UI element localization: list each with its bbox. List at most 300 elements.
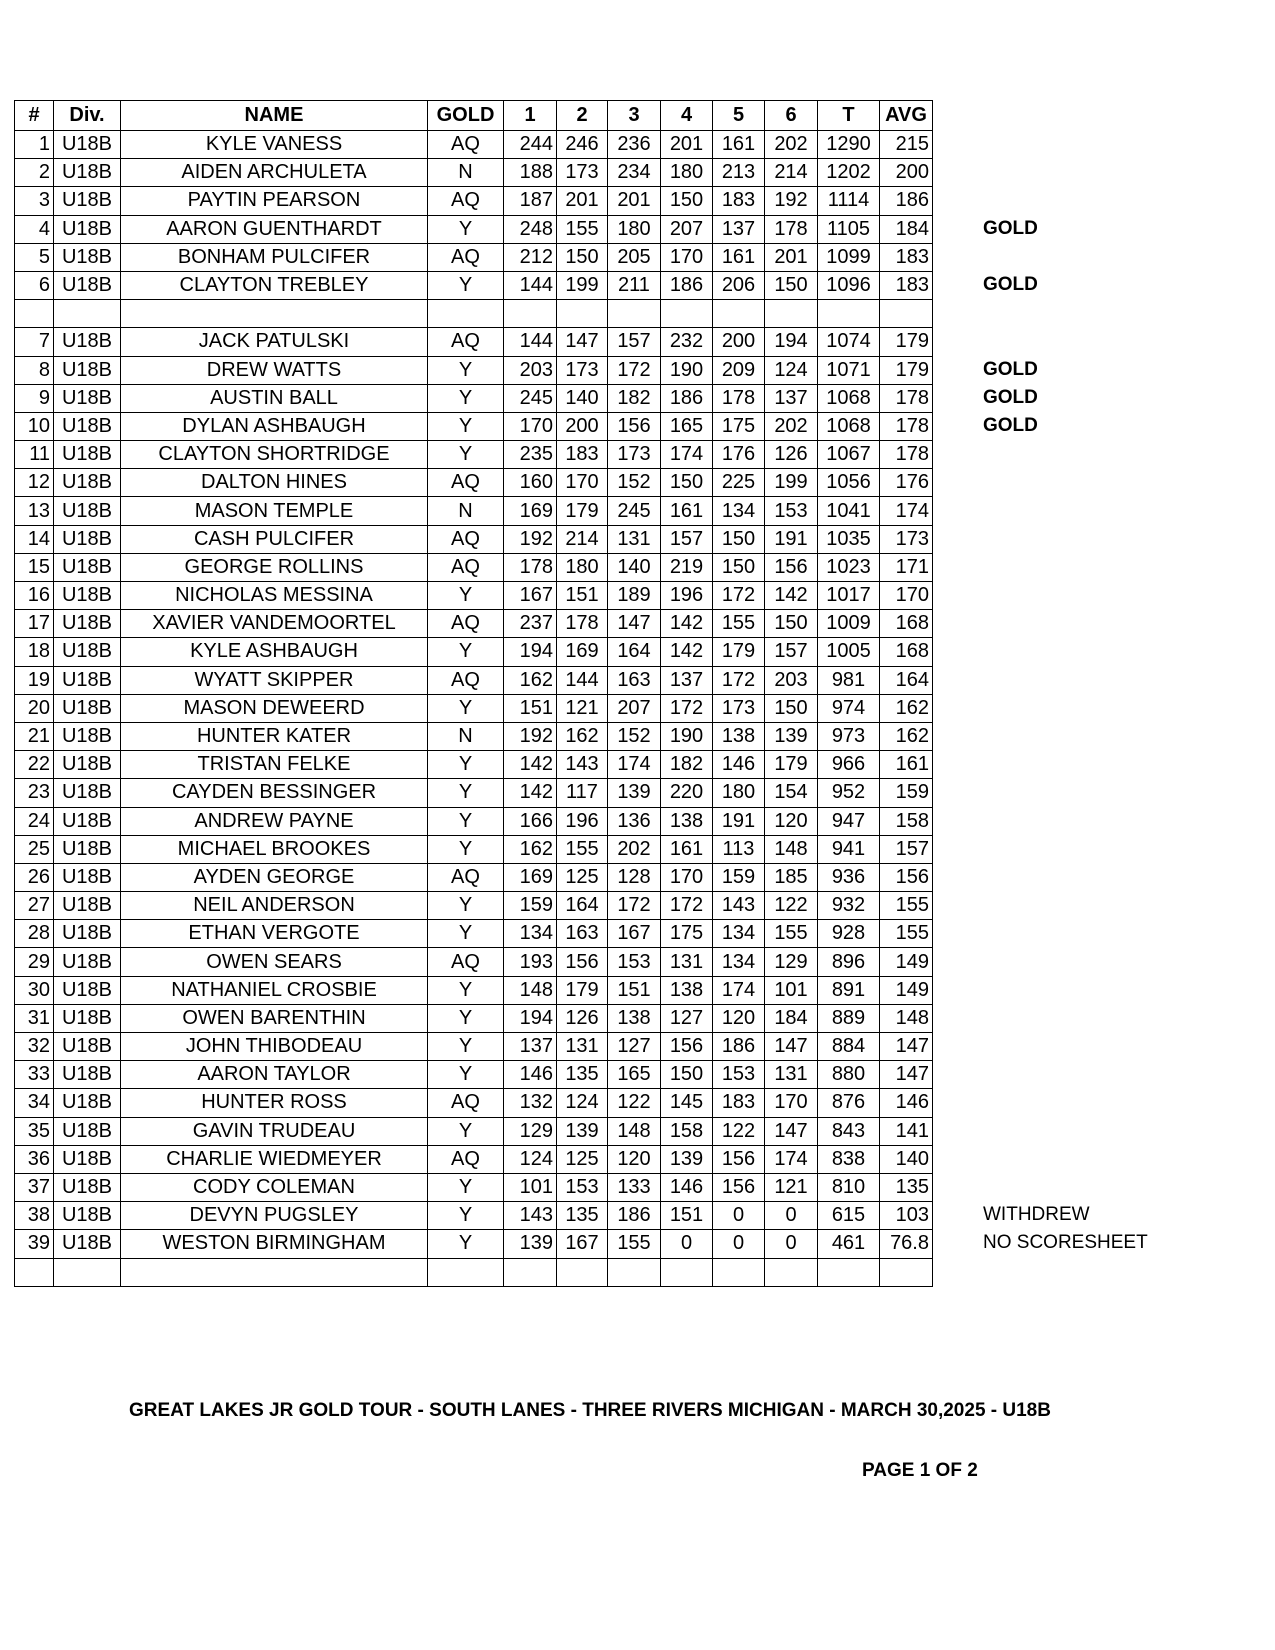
total-cell: 891: [818, 976, 880, 1004]
game-4-cell: 186: [661, 384, 713, 412]
game-1-cell: 160: [504, 469, 557, 497]
game-4-cell: 186: [661, 271, 713, 299]
gold-status-cell: Y: [428, 1202, 504, 1230]
division-cell: U18B: [54, 356, 121, 384]
game-4-cell: 137: [661, 666, 713, 694]
game-1-cell: 143: [504, 1202, 557, 1230]
game-5-cell: 180: [713, 779, 765, 807]
game-5-cell: 176: [713, 441, 765, 469]
total-cell: 974: [818, 694, 880, 722]
game-1-cell: [504, 1258, 557, 1286]
game-1-cell: 142: [504, 751, 557, 779]
game-3-cell: 122: [608, 1089, 661, 1117]
division-cell: U18B: [54, 1033, 121, 1061]
gold-status-cell: AQ: [428, 243, 504, 271]
table-row: [15, 412, 933, 440]
game-5-cell: 150: [713, 553, 765, 581]
gold-note: GOLD: [983, 415, 1038, 436]
gold-status-cell: N: [428, 722, 504, 750]
average-cell: 149: [880, 976, 933, 1004]
game-2-cell: 135: [557, 1061, 608, 1089]
game-4-cell: 161: [661, 835, 713, 863]
game-1-cell: 203: [504, 356, 557, 384]
game-1-cell: 244: [504, 131, 557, 159]
table-row: [15, 215, 933, 243]
game-4-cell: 151: [661, 1202, 713, 1230]
table-row: [15, 159, 933, 187]
game-4-cell: 172: [661, 892, 713, 920]
game-1-cell: 212: [504, 243, 557, 271]
table-row: [15, 920, 933, 948]
game-3-cell: 140: [608, 553, 661, 581]
total-cell: 1023: [818, 553, 880, 581]
game-2-cell: 143: [557, 751, 608, 779]
table-row: [15, 722, 933, 750]
average-cell: 186: [880, 187, 933, 215]
average-cell: 155: [880, 920, 933, 948]
col-header-game-4: 4: [661, 101, 713, 131]
total-cell: 1067: [818, 441, 880, 469]
game-1-cell: 148: [504, 976, 557, 1004]
game-4-cell: 165: [661, 412, 713, 440]
average-cell: 76.8: [880, 1230, 933, 1258]
table-row: [15, 1117, 933, 1145]
rank-cell: 3: [15, 187, 54, 215]
name-cell: HUNTER ROSS: [121, 1089, 428, 1117]
game-2-cell: 156: [557, 948, 608, 976]
name-cell: GAVIN TRUDEAU: [121, 1117, 428, 1145]
division-cell: U18B: [54, 920, 121, 948]
game-4-cell: 150: [661, 469, 713, 497]
game-5-cell: 122: [713, 1117, 765, 1145]
game-5-cell: 172: [713, 666, 765, 694]
name-cell: HUNTER KATER: [121, 722, 428, 750]
game-4-cell: 232: [661, 328, 713, 356]
division-cell: U18B: [54, 835, 121, 863]
game-2-cell: 178: [557, 610, 608, 638]
game-1-cell: 159: [504, 892, 557, 920]
gold-status-cell: N: [428, 159, 504, 187]
game-2-cell: 125: [557, 863, 608, 891]
game-6-cell: 179: [765, 751, 818, 779]
name-cell: JOHN THIBODEAU: [121, 1033, 428, 1061]
average-cell: 156: [880, 863, 933, 891]
total-cell: 1071: [818, 356, 880, 384]
name-cell: CODY COLEMAN: [121, 1173, 428, 1201]
average-cell: 179: [880, 328, 933, 356]
game-6-cell: 155: [765, 920, 818, 948]
name-cell: ANDREW PAYNE: [121, 807, 428, 835]
total-cell: 1056: [818, 469, 880, 497]
total-cell: 1068: [818, 412, 880, 440]
division-cell: U18B: [54, 1202, 121, 1230]
status-note: WITHDREW: [983, 1204, 1090, 1225]
game-3-cell: [608, 1258, 661, 1286]
game-1-cell: 194: [504, 1004, 557, 1032]
game-6-cell: 184: [765, 1004, 818, 1032]
game-4-cell: [661, 300, 713, 328]
game-6-cell: 147: [765, 1117, 818, 1145]
game-3-cell: 236: [608, 131, 661, 159]
game-1-cell: 193: [504, 948, 557, 976]
game-5-cell: 0: [713, 1230, 765, 1258]
game-6-cell: 129: [765, 948, 818, 976]
table-row: [15, 1145, 933, 1173]
game-3-cell: 201: [608, 187, 661, 215]
rank-cell: 33: [15, 1061, 54, 1089]
division-cell: U18B: [54, 384, 121, 412]
gold-note: GOLD: [983, 359, 1038, 380]
average-cell: 200: [880, 159, 933, 187]
game-1-cell: 139: [504, 1230, 557, 1258]
gold-status-cell: [428, 300, 504, 328]
name-cell: AUSTIN BALL: [121, 384, 428, 412]
division-cell: U18B: [54, 1117, 121, 1145]
game-6-cell: 202: [765, 412, 818, 440]
rank-cell: [15, 300, 54, 328]
name-cell: MICHAEL BROOKES: [121, 835, 428, 863]
name-cell: BONHAM PULCIFER: [121, 243, 428, 271]
table-row: [15, 779, 933, 807]
game-4-cell: 175: [661, 920, 713, 948]
header-row: [15, 101, 933, 131]
game-3-cell: 136: [608, 807, 661, 835]
game-3-cell: 167: [608, 920, 661, 948]
gold-note: GOLD: [983, 274, 1038, 295]
rank-cell: 19: [15, 666, 54, 694]
game-2-cell: 139: [557, 1117, 608, 1145]
total-cell: 932: [818, 892, 880, 920]
col-header-game-6: 6: [765, 101, 818, 131]
total-cell: 928: [818, 920, 880, 948]
game-3-cell: 165: [608, 1061, 661, 1089]
game-3-cell: 202: [608, 835, 661, 863]
game-2-cell: 121: [557, 694, 608, 722]
game-6-cell: 101: [765, 976, 818, 1004]
rank-cell: 2: [15, 159, 54, 187]
game-1-cell: 245: [504, 384, 557, 412]
gold-status-cell: N: [428, 497, 504, 525]
game-1-cell: 144: [504, 328, 557, 356]
division-cell: U18B: [54, 892, 121, 920]
game-2-cell: 170: [557, 469, 608, 497]
game-5-cell: 179: [713, 638, 765, 666]
game-1-cell: 248: [504, 215, 557, 243]
game-3-cell: 245: [608, 497, 661, 525]
game-6-cell: 139: [765, 722, 818, 750]
game-2-cell: 155: [557, 835, 608, 863]
division-cell: U18B: [54, 187, 121, 215]
average-cell: 141: [880, 1117, 933, 1145]
table-row: [15, 948, 933, 976]
total-cell: 1114: [818, 187, 880, 215]
game-3-cell: 127: [608, 1033, 661, 1061]
division-cell: U18B: [54, 497, 121, 525]
game-2-cell: 173: [557, 159, 608, 187]
game-5-cell: 156: [713, 1173, 765, 1201]
table-row: [15, 384, 933, 412]
game-2-cell: 199: [557, 271, 608, 299]
game-5-cell: 183: [713, 1089, 765, 1117]
col-header-game-3: 3: [608, 101, 661, 131]
game-3-cell: 180: [608, 215, 661, 243]
game-3-cell: 234: [608, 159, 661, 187]
gold-status-cell: Y: [428, 694, 504, 722]
name-cell: CHARLIE WIEDMEYER: [121, 1145, 428, 1173]
name-cell: CAYDEN BESSINGER: [121, 779, 428, 807]
game-5-cell: 175: [713, 412, 765, 440]
average-cell: 162: [880, 694, 933, 722]
gold-status-cell: Y: [428, 1173, 504, 1201]
division-cell: U18B: [54, 525, 121, 553]
game-4-cell: 219: [661, 553, 713, 581]
average-cell: [880, 1258, 933, 1286]
rank-cell: [15, 1258, 54, 1286]
average-cell: 149: [880, 948, 933, 976]
rank-cell: 6: [15, 271, 54, 299]
game-6-cell: 154: [765, 779, 818, 807]
game-2-cell: 169: [557, 638, 608, 666]
game-6-cell: 194: [765, 328, 818, 356]
gold-status-cell: AQ: [428, 525, 504, 553]
total-cell: 880: [818, 1061, 880, 1089]
game-2-cell: 246: [557, 131, 608, 159]
name-cell: CLAYTON SHORTRIDGE: [121, 441, 428, 469]
game-4-cell: 190: [661, 356, 713, 384]
gold-note: GOLD: [983, 387, 1038, 408]
gold-status-cell: Y: [428, 384, 504, 412]
average-cell: 164: [880, 666, 933, 694]
game-5-cell: 143: [713, 892, 765, 920]
gold-status-cell: Y: [428, 412, 504, 440]
col-header-game-5: 5: [713, 101, 765, 131]
game-6-cell: 142: [765, 582, 818, 610]
average-cell: 140: [880, 1145, 933, 1173]
division-cell: U18B: [54, 412, 121, 440]
game-2-cell: 200: [557, 412, 608, 440]
average-cell: 162: [880, 722, 933, 750]
total-cell: 843: [818, 1117, 880, 1145]
total-cell: 947: [818, 807, 880, 835]
game-3-cell: 211: [608, 271, 661, 299]
gold-status-cell: Y: [428, 920, 504, 948]
average-cell: 161: [880, 751, 933, 779]
table-row: [15, 187, 933, 215]
game-6-cell: 178: [765, 215, 818, 243]
name-cell: DEVYN PUGSLEY: [121, 1202, 428, 1230]
gold-status-cell: Y: [428, 638, 504, 666]
total-cell: 966: [818, 751, 880, 779]
game-4-cell: 158: [661, 1117, 713, 1145]
total-cell: 981: [818, 666, 880, 694]
game-2-cell: 201: [557, 187, 608, 215]
game-5-cell: 138: [713, 722, 765, 750]
game-6-cell: [765, 1258, 818, 1286]
col-header-total: T: [818, 101, 880, 131]
game-1-cell: 167: [504, 582, 557, 610]
game-6-cell: 120: [765, 807, 818, 835]
rank-cell: 26: [15, 863, 54, 891]
name-cell: XAVIER VANDEMOORTEL: [121, 610, 428, 638]
rank-cell: 4: [15, 215, 54, 243]
division-cell: U18B: [54, 441, 121, 469]
col-header-rank: #: [15, 101, 54, 131]
division-cell: U18B: [54, 610, 121, 638]
table-row: [15, 243, 933, 271]
game-4-cell: [661, 1258, 713, 1286]
rank-cell: 37: [15, 1173, 54, 1201]
name-cell: OWEN BARENTHIN: [121, 1004, 428, 1032]
total-cell: 896: [818, 948, 880, 976]
name-cell: JACK PATULSKI: [121, 328, 428, 356]
game-6-cell: 137: [765, 384, 818, 412]
game-5-cell: 174: [713, 976, 765, 1004]
game-4-cell: 131: [661, 948, 713, 976]
gold-status-cell: AQ: [428, 610, 504, 638]
total-cell: 884: [818, 1033, 880, 1061]
game-6-cell: 157: [765, 638, 818, 666]
division-cell: U18B: [54, 807, 121, 835]
col-header-name: NAME: [121, 101, 428, 131]
average-cell: 170: [880, 582, 933, 610]
game-3-cell: 205: [608, 243, 661, 271]
game-4-cell: 139: [661, 1145, 713, 1173]
table-row: [15, 131, 933, 159]
average-cell: 176: [880, 469, 933, 497]
game-5-cell: 153: [713, 1061, 765, 1089]
average-cell: 135: [880, 1173, 933, 1201]
gold-status-cell: Y: [428, 1230, 504, 1258]
gold-status-cell: Y: [428, 1117, 504, 1145]
game-3-cell: 174: [608, 751, 661, 779]
rank-cell: 27: [15, 892, 54, 920]
total-cell: [818, 300, 880, 328]
game-6-cell: 174: [765, 1145, 818, 1173]
game-5-cell: 191: [713, 807, 765, 835]
game-6-cell: 0: [765, 1230, 818, 1258]
game-5-cell: 206: [713, 271, 765, 299]
name-cell: [121, 1258, 428, 1286]
game-4-cell: 172: [661, 694, 713, 722]
col-header-average: AVG: [880, 101, 933, 131]
game-6-cell: 150: [765, 694, 818, 722]
total-cell: 810: [818, 1173, 880, 1201]
average-cell: 171: [880, 553, 933, 581]
rank-cell: 15: [15, 553, 54, 581]
division-cell: U18B: [54, 638, 121, 666]
game-3-cell: 151: [608, 976, 661, 1004]
game-1-cell: 146: [504, 1061, 557, 1089]
game-6-cell: 203: [765, 666, 818, 694]
game-2-cell: 131: [557, 1033, 608, 1061]
gold-status-cell: AQ: [428, 328, 504, 356]
gold-status-cell: AQ: [428, 187, 504, 215]
division-cell: U18B: [54, 694, 121, 722]
game-1-cell: 166: [504, 807, 557, 835]
average-cell: 183: [880, 243, 933, 271]
game-2-cell: 126: [557, 1004, 608, 1032]
game-6-cell: 131: [765, 1061, 818, 1089]
average-cell: 146: [880, 1089, 933, 1117]
game-2-cell: 147: [557, 328, 608, 356]
game-3-cell: 138: [608, 1004, 661, 1032]
game-5-cell: 186: [713, 1033, 765, 1061]
game-4-cell: 145: [661, 1089, 713, 1117]
gold-status-cell: AQ: [428, 553, 504, 581]
standings-table: [14, 100, 933, 1287]
rank-cell: 31: [15, 1004, 54, 1032]
game-6-cell: 148: [765, 835, 818, 863]
division-cell: U18B: [54, 243, 121, 271]
table-row: [15, 666, 933, 694]
table-row: [15, 271, 933, 299]
name-cell: [121, 300, 428, 328]
gold-status-cell: Y: [428, 779, 504, 807]
game-5-cell: 137: [713, 215, 765, 243]
division-cell: U18B: [54, 1145, 121, 1173]
table-row: [15, 1033, 933, 1061]
game-6-cell: 124: [765, 356, 818, 384]
average-cell: 215: [880, 131, 933, 159]
rank-cell: 35: [15, 1117, 54, 1145]
game-6-cell: 150: [765, 271, 818, 299]
gold-note: GOLD: [983, 218, 1038, 239]
game-1-cell: 169: [504, 863, 557, 891]
total-cell: [818, 1258, 880, 1286]
game-1-cell: 169: [504, 497, 557, 525]
game-5-cell: 183: [713, 187, 765, 215]
gold-status-cell: Y: [428, 1033, 504, 1061]
gold-status-cell: Y: [428, 976, 504, 1004]
division-cell: U18B: [54, 1230, 121, 1258]
game-2-cell: 140: [557, 384, 608, 412]
gold-status-cell: AQ: [428, 1089, 504, 1117]
game-4-cell: 127: [661, 1004, 713, 1032]
total-cell: 838: [818, 1145, 880, 1173]
average-cell: 147: [880, 1061, 933, 1089]
rank-cell: 17: [15, 610, 54, 638]
name-cell: CASH PULCIFER: [121, 525, 428, 553]
total-cell: 1009: [818, 610, 880, 638]
table-row: [15, 638, 933, 666]
game-1-cell: 142: [504, 779, 557, 807]
division-cell: U18B: [54, 1173, 121, 1201]
game-5-cell: 209: [713, 356, 765, 384]
game-4-cell: 150: [661, 187, 713, 215]
game-4-cell: 150: [661, 1061, 713, 1089]
gold-status-cell: Y: [428, 1061, 504, 1089]
game-3-cell: 163: [608, 666, 661, 694]
average-cell: 178: [880, 384, 933, 412]
gold-status-cell: Y: [428, 215, 504, 243]
name-cell: KYLE ASHBAUGH: [121, 638, 428, 666]
average-cell: 179: [880, 356, 933, 384]
game-2-cell: 196: [557, 807, 608, 835]
average-cell: 158: [880, 807, 933, 835]
total-cell: 1068: [818, 384, 880, 412]
page-number: PAGE 1 OF 2: [862, 1460, 978, 1481]
table-row: [15, 1004, 933, 1032]
game-1-cell: 188: [504, 159, 557, 187]
rank-cell: 24: [15, 807, 54, 835]
name-cell: OWEN SEARS: [121, 948, 428, 976]
average-cell: 155: [880, 892, 933, 920]
gold-status-cell: AQ: [428, 863, 504, 891]
game-2-cell: 214: [557, 525, 608, 553]
col-header-division: Div.: [54, 101, 121, 131]
rank-cell: 36: [15, 1145, 54, 1173]
game-1-cell: 101: [504, 1173, 557, 1201]
